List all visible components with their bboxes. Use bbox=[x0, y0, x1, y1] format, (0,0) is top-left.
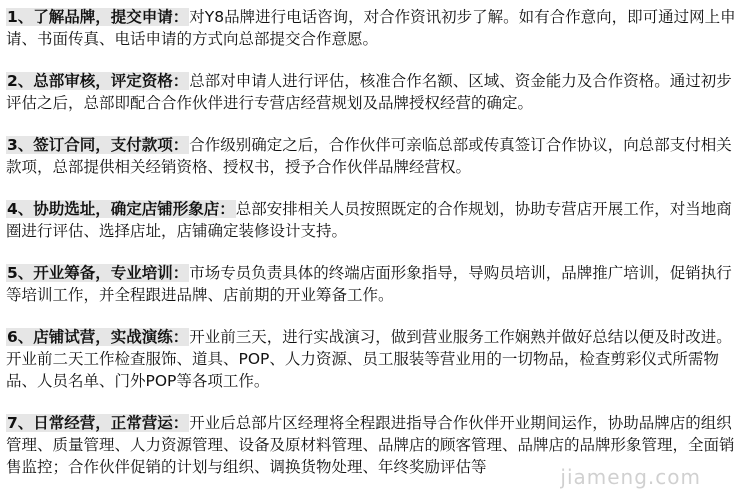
watermark: jiameng.com bbox=[560, 465, 701, 489]
step-5-text: 市场专员负责具体的终端店面形象指导，导购员培训，品牌推广培训，促销执行等培训工作，并全程跟进品牌、店前期的开业筹备工作。 bbox=[6, 264, 732, 304]
step-1 bbox=[6, 6, 738, 50]
step-5-heading: 5、开业筹备，专业培训： bbox=[7, 264, 189, 282]
franchise-process-document bbox=[6, 6, 738, 478]
step-3 bbox=[6, 134, 738, 178]
step-4 bbox=[6, 198, 738, 242]
step-2-text: 总部对申请人进行评估，核准合作名额、区域、资金能力及合作资格。通过初步评估之后，总部即配合合作伙伴进行专营店经营规划及品牌授权经营的确定。 bbox=[6, 72, 732, 112]
step-6 bbox=[6, 326, 738, 392]
step-5 bbox=[6, 262, 738, 306]
step-6-heading: 6、店铺试营，实战演练： bbox=[7, 328, 189, 346]
step-1-text: 对Y8品牌进行电话咨询，对合作资讯初步了解。如有合作意向，即可通过网上申请、书面传真、电话申请的方式向总部提交合作意愿。 bbox=[6, 8, 736, 48]
step-2-heading: 2、总部审核，评定资格： bbox=[7, 72, 189, 90]
step-3-text: 合作级别确定之后，合作伙伴可亲临总部或传真签订合作协议，向总部支付相关款项，总部提供相关经销资格、授权书，授予合作伙伴品牌经营权。 bbox=[6, 136, 732, 176]
step-2 bbox=[6, 70, 738, 114]
step-1-heading: 1、了解品牌，提交申请： bbox=[7, 8, 189, 26]
step-4-text: 总部安排相关人员按照既定的合作规划，协助专营店开展工作，对当地商圈进行评估、选择店址，店铺确定装修设计支持。 bbox=[6, 200, 732, 240]
step-3-heading: 3、签订合同，支付款项： bbox=[7, 136, 189, 154]
step-4-heading: 4、协助选址，确定店铺形象店： bbox=[7, 200, 235, 218]
step-7-text: 开业后总部片区经理将全程跟进指导合作伙伴开业期间运作，协助品牌店的组织管理、质量管理、人力资源管理、设备及原材料管理、品牌店的顾客管理、品牌店的品牌形象管理，全面销售监控；合作伙伴促销的计划与组织、调换货物处理、年终奖励评估等 bbox=[6, 414, 735, 476]
step-6-text: 开业前三天，进行实战演习，做到营业服务工作娴熟并做好总结以便及时改进。开业前二天工作检查服饰、道具、POP、人力资源、员工服装等营业用的一切物品，检查剪彩仪式所需物品、人员名单、门外POP等各项工作。 bbox=[6, 328, 732, 390]
step-7-heading: 7、日常经营，正常营运： bbox=[7, 414, 189, 432]
